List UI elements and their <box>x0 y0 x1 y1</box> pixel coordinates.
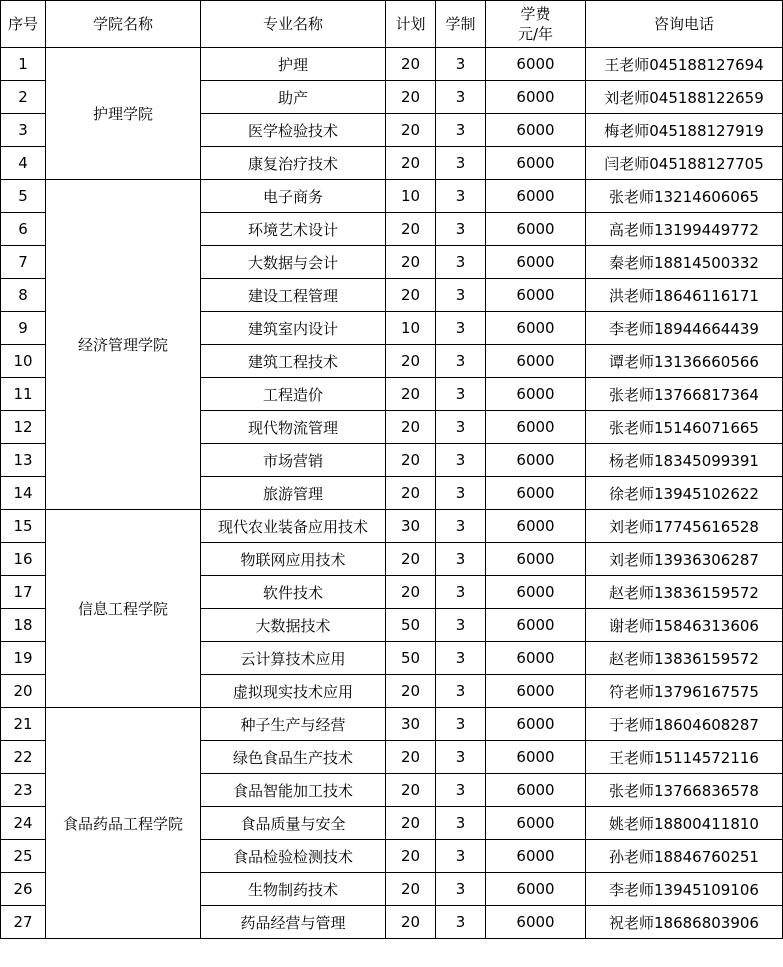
header-major: 专业名称 <box>201 1 386 48</box>
row-index-cell: 2 <box>1 81 46 114</box>
fee-cell: 6000 <box>486 873 586 906</box>
years-cell: 3 <box>436 114 486 147</box>
row-index-cell: 15 <box>1 510 46 543</box>
row-index-cell: 23 <box>1 774 46 807</box>
years-cell: 3 <box>436 180 486 213</box>
header-plan: 计划 <box>386 1 436 48</box>
phone-cell: 赵老师13836159572 <box>586 576 783 609</box>
row-index-cell: 11 <box>1 378 46 411</box>
row-index-cell: 14 <box>1 477 46 510</box>
phone-cell: 于老师18604608287 <box>586 708 783 741</box>
phone-cell: 刘老师13936306287 <box>586 543 783 576</box>
fee-cell: 6000 <box>486 642 586 675</box>
row-index-cell: 1 <box>1 48 46 81</box>
plan-cell: 20 <box>386 48 436 81</box>
years-cell: 3 <box>436 807 486 840</box>
years-cell: 3 <box>436 477 486 510</box>
phone-cell: 谢老师15846313606 <box>586 609 783 642</box>
fee-cell: 6000 <box>486 378 586 411</box>
header-college: 学院名称 <box>46 1 201 48</box>
plan-cell: 20 <box>386 444 436 477</box>
major-name-cell: 建筑室内设计 <box>201 312 386 345</box>
plan-cell: 20 <box>386 411 436 444</box>
major-name-cell: 旅游管理 <box>201 477 386 510</box>
phone-cell: 梅老师045188127919 <box>586 114 783 147</box>
fee-cell: 6000 <box>486 543 586 576</box>
major-name-cell: 电子商务 <box>201 180 386 213</box>
phone-cell: 刘老师045188122659 <box>586 81 783 114</box>
fee-cell: 6000 <box>486 741 586 774</box>
major-name-cell: 助产 <box>201 81 386 114</box>
row-index-cell: 7 <box>1 246 46 279</box>
major-name-cell: 药品经营与管理 <box>201 906 386 939</box>
years-cell: 3 <box>436 609 486 642</box>
phone-cell: 姚老师18800411810 <box>586 807 783 840</box>
phone-cell: 张老师13766836578 <box>586 774 783 807</box>
years-cell: 3 <box>436 345 486 378</box>
fee-cell: 6000 <box>486 906 586 939</box>
major-name-cell: 建筑工程技术 <box>201 345 386 378</box>
row-index-cell: 21 <box>1 708 46 741</box>
phone-cell: 李老师18944664439 <box>586 312 783 345</box>
plan-cell: 20 <box>386 906 436 939</box>
college-name-cell: 食品药品工程学院 <box>46 708 201 939</box>
table-row <box>1 180 783 213</box>
phone-cell: 李老师13945109106 <box>586 873 783 906</box>
major-name-cell: 虚拟现实技术应用 <box>201 675 386 708</box>
years-cell: 3 <box>436 411 486 444</box>
major-name-cell: 环境艺术设计 <box>201 213 386 246</box>
major-name-cell: 现代农业装备应用技术 <box>201 510 386 543</box>
plan-cell: 20 <box>386 543 436 576</box>
major-name-cell: 医学检验技术 <box>201 114 386 147</box>
major-name-cell: 康复治疗技术 <box>201 147 386 180</box>
fee-cell: 6000 <box>486 312 586 345</box>
plan-cell: 20 <box>386 774 436 807</box>
fee-cell: 6000 <box>486 279 586 312</box>
fee-cell: 6000 <box>486 213 586 246</box>
table-row <box>1 510 783 543</box>
plan-cell: 10 <box>386 180 436 213</box>
plan-cell: 50 <box>386 642 436 675</box>
row-index-cell: 20 <box>1 675 46 708</box>
row-index-cell: 13 <box>1 444 46 477</box>
fee-cell: 6000 <box>486 411 586 444</box>
fee-cell: 6000 <box>486 807 586 840</box>
row-index-cell: 25 <box>1 840 46 873</box>
plan-cell: 20 <box>386 840 436 873</box>
years-cell: 3 <box>436 312 486 345</box>
major-name-cell: 食品智能加工技术 <box>201 774 386 807</box>
plan-cell: 10 <box>386 312 436 345</box>
row-index-cell: 4 <box>1 147 46 180</box>
major-name-cell: 工程造价 <box>201 378 386 411</box>
major-name-cell: 大数据技术 <box>201 609 386 642</box>
plan-cell: 20 <box>386 477 436 510</box>
plan-cell: 20 <box>386 279 436 312</box>
plan-cell: 20 <box>386 147 436 180</box>
plan-cell: 20 <box>386 213 436 246</box>
phone-cell: 洪老师18646116171 <box>586 279 783 312</box>
fee-cell: 6000 <box>486 345 586 378</box>
years-cell: 3 <box>436 774 486 807</box>
major-name-cell: 物联网应用技术 <box>201 543 386 576</box>
row-index-cell: 18 <box>1 609 46 642</box>
row-index-cell: 5 <box>1 180 46 213</box>
plan-cell: 20 <box>386 741 436 774</box>
years-cell: 3 <box>436 873 486 906</box>
years-cell: 3 <box>436 48 486 81</box>
phone-cell: 祝老师18686803906 <box>586 906 783 939</box>
row-index-cell: 17 <box>1 576 46 609</box>
fee-cell: 6000 <box>486 609 586 642</box>
phone-cell: 张老师15146071665 <box>586 411 783 444</box>
phone-cell: 孙老师18846760251 <box>586 840 783 873</box>
plan-cell: 20 <box>386 345 436 378</box>
phone-cell: 杨老师18345099391 <box>586 444 783 477</box>
row-index-cell: 3 <box>1 114 46 147</box>
fee-cell: 6000 <box>486 576 586 609</box>
years-cell: 3 <box>436 279 486 312</box>
header-row <box>1 1 783 48</box>
plan-cell: 20 <box>386 114 436 147</box>
fee-cell: 6000 <box>486 840 586 873</box>
plan-cell: 20 <box>386 576 436 609</box>
years-cell: 3 <box>436 444 486 477</box>
row-index-cell: 6 <box>1 213 46 246</box>
plan-cell: 30 <box>386 708 436 741</box>
plan-cell: 30 <box>386 510 436 543</box>
table-row <box>1 708 783 741</box>
college-name-cell: 信息工程学院 <box>46 510 201 708</box>
years-cell: 3 <box>436 378 486 411</box>
major-name-cell: 市场营销 <box>201 444 386 477</box>
major-name-cell: 云计算技术应用 <box>201 642 386 675</box>
header-years: 学制 <box>436 1 486 48</box>
row-index-cell: 26 <box>1 873 46 906</box>
years-cell: 3 <box>436 213 486 246</box>
fee-cell: 6000 <box>486 180 586 213</box>
row-index-cell: 16 <box>1 543 46 576</box>
row-index-cell: 22 <box>1 741 46 774</box>
major-name-cell: 绿色食品生产技术 <box>201 741 386 774</box>
phone-cell: 张老师13214606065 <box>586 180 783 213</box>
major-name-cell: 食品检验检测技术 <box>201 840 386 873</box>
phone-cell: 符老师13796167575 <box>586 675 783 708</box>
fee-cell: 6000 <box>486 510 586 543</box>
fee-cell: 6000 <box>486 675 586 708</box>
plan-cell: 50 <box>386 609 436 642</box>
years-cell: 3 <box>436 675 486 708</box>
row-index-cell: 10 <box>1 345 46 378</box>
major-name-cell: 种子生产与经营 <box>201 708 386 741</box>
phone-cell: 高老师13199449772 <box>586 213 783 246</box>
header-fee <box>486 1 586 48</box>
major-name-cell: 建设工程管理 <box>201 279 386 312</box>
major-name-cell: 现代物流管理 <box>201 411 386 444</box>
years-cell: 3 <box>436 81 486 114</box>
major-name-cell: 护理 <box>201 48 386 81</box>
years-cell: 3 <box>436 543 486 576</box>
major-name-cell: 软件技术 <box>201 576 386 609</box>
header-index: 序号 <box>1 1 46 48</box>
plan-cell: 20 <box>386 378 436 411</box>
major-name-cell: 大数据与会计 <box>201 246 386 279</box>
fee-cell: 6000 <box>486 147 586 180</box>
fee-cell: 6000 <box>486 81 586 114</box>
header-fee-line2: 元/年 <box>517 25 554 43</box>
table-body <box>1 48 783 939</box>
phone-cell: 闫老师045188127705 <box>586 147 783 180</box>
college-name-cell: 护理学院 <box>46 48 201 180</box>
phone-cell: 赵老师13836159572 <box>586 642 783 675</box>
fee-cell: 6000 <box>486 246 586 279</box>
major-name-cell: 生物制药技术 <box>201 873 386 906</box>
years-cell: 3 <box>436 642 486 675</box>
fee-cell: 6000 <box>486 477 586 510</box>
plan-cell: 20 <box>386 873 436 906</box>
plan-cell: 20 <box>386 807 436 840</box>
years-cell: 3 <box>436 510 486 543</box>
fee-cell: 6000 <box>486 48 586 81</box>
row-index-cell: 24 <box>1 807 46 840</box>
phone-cell: 张老师13766817364 <box>586 378 783 411</box>
row-index-cell: 27 <box>1 906 46 939</box>
years-cell: 3 <box>436 906 486 939</box>
row-index-cell: 19 <box>1 642 46 675</box>
header-fee-line1: 学费 <box>520 5 551 23</box>
plan-cell: 20 <box>386 81 436 114</box>
years-cell: 3 <box>436 840 486 873</box>
years-cell: 3 <box>436 708 486 741</box>
fee-cell: 6000 <box>486 114 586 147</box>
phone-cell: 谭老师13136660566 <box>586 345 783 378</box>
fee-cell: 6000 <box>486 708 586 741</box>
header-phone: 咨询电话 <box>586 1 783 48</box>
plan-cell: 20 <box>386 675 436 708</box>
college-name-cell: 经济管理学院 <box>46 180 201 510</box>
plan-cell: 20 <box>386 246 436 279</box>
years-cell: 3 <box>436 246 486 279</box>
phone-cell: 徐老师13945102622 <box>586 477 783 510</box>
row-index-cell: 8 <box>1 279 46 312</box>
fee-cell: 6000 <box>486 444 586 477</box>
phone-cell: 王老师15114572116 <box>586 741 783 774</box>
phone-cell: 王老师045188127694 <box>586 48 783 81</box>
table-row <box>1 48 783 81</box>
major-name-cell: 食品质量与安全 <box>201 807 386 840</box>
fee-cell: 6000 <box>486 774 586 807</box>
years-cell: 3 <box>436 741 486 774</box>
phone-cell: 秦老师18814500332 <box>586 246 783 279</box>
years-cell: 3 <box>436 147 486 180</box>
years-cell: 3 <box>436 576 486 609</box>
row-index-cell: 12 <box>1 411 46 444</box>
row-index-cell: 9 <box>1 312 46 345</box>
phone-cell: 刘老师17745616528 <box>586 510 783 543</box>
